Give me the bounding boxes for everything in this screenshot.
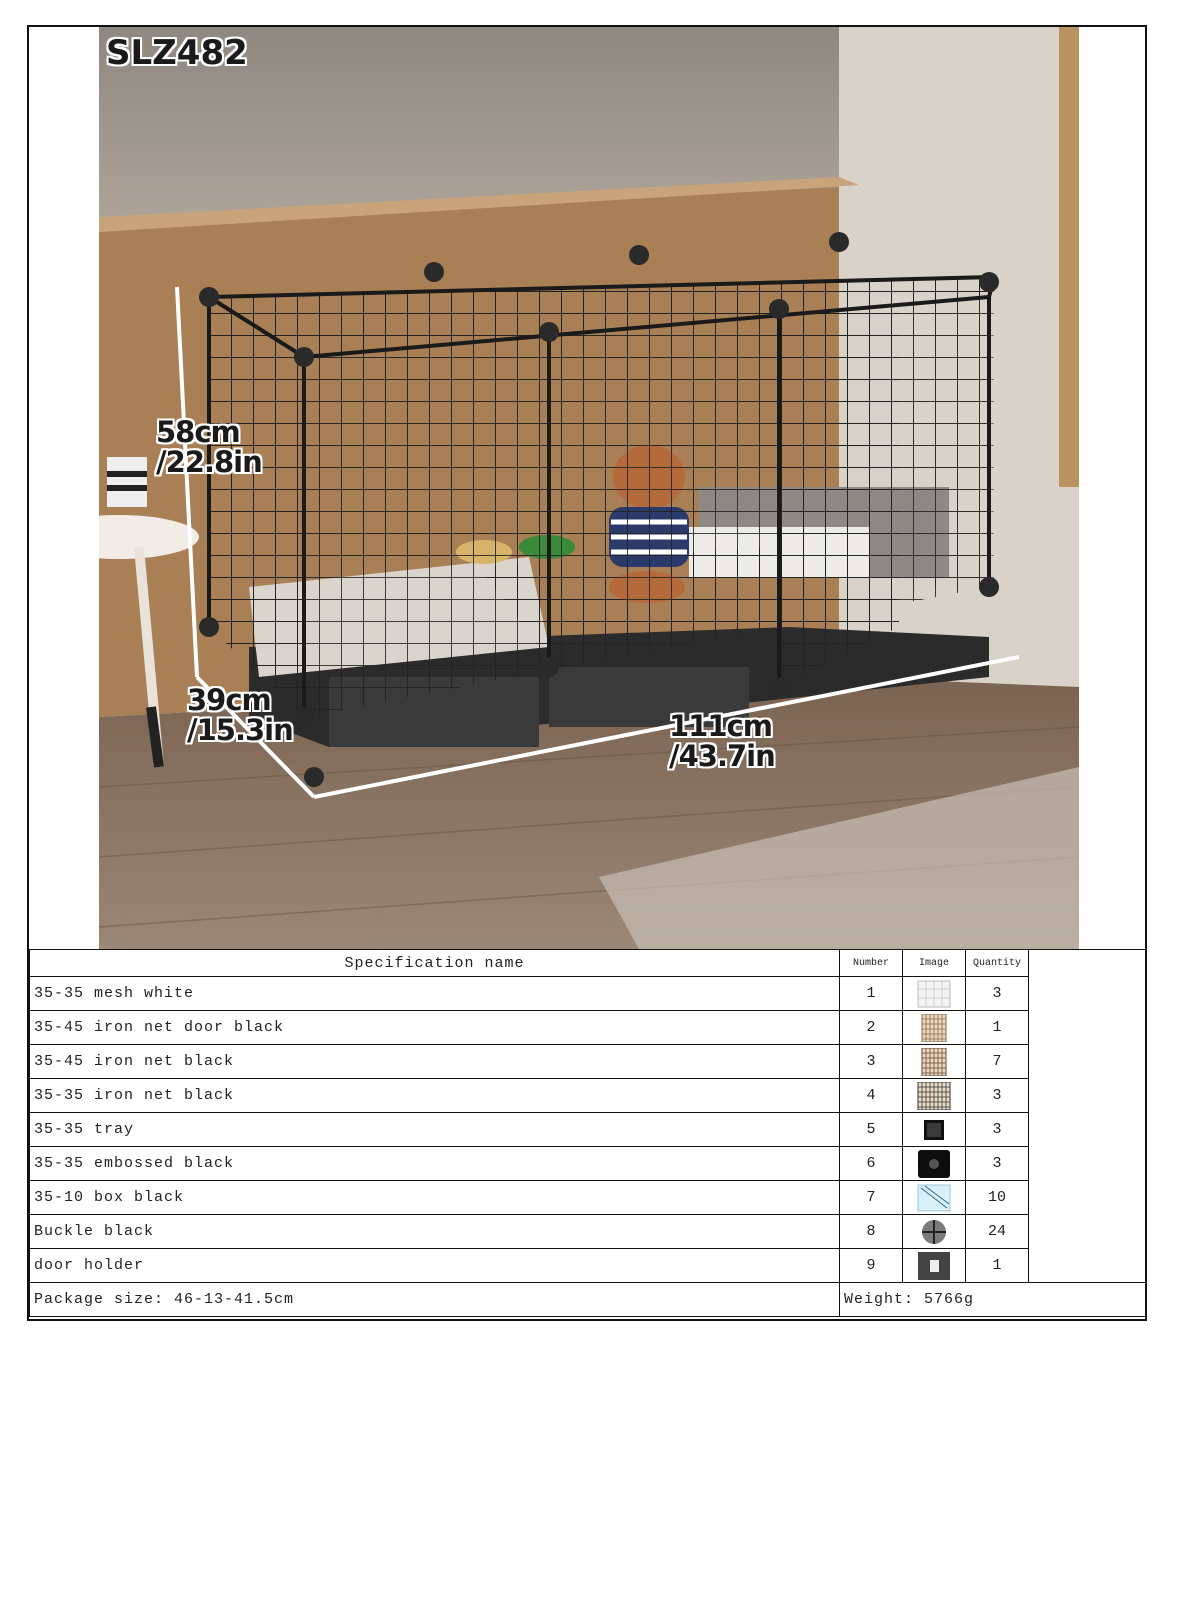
item-number: 6 [840,1147,903,1181]
item-quantity: 3 [966,1079,1029,1113]
spec-name: 35-35 embossed black [30,1147,840,1181]
blank-cell [1029,1045,1146,1079]
table-row [30,1181,1146,1215]
item-number: 1 [840,977,903,1011]
item-number: 7 [840,1181,903,1215]
table-row [30,1113,1146,1147]
item-number: 8 [840,1215,903,1249]
table-row [30,1215,1146,1249]
spec-name: 35-35 tray [30,1113,840,1147]
spec-name: 35-35 iron net black [30,1079,840,1113]
depth-in: /15.3in [187,713,293,747]
item-quantity: 7 [966,1045,1029,1079]
item-quantity: 1 [966,1011,1029,1045]
width-in: /43.7in [669,739,775,773]
product-photo [99,27,1079,949]
spec-name: door holder [30,1249,840,1283]
item-quantity: 24 [966,1215,1029,1249]
square-net-panel-icon [903,1079,966,1113]
item-number: 9 [840,1249,903,1283]
door-holder-icon [903,1249,966,1283]
blank-cell [1029,1079,1146,1113]
item-quantity: 1 [966,1249,1029,1283]
iron-net-panel-icon [903,1045,966,1079]
item-quantity: 10 [966,1181,1029,1215]
table-row [30,1011,1146,1045]
width-dimension [669,711,775,771]
spec-name: 35-35 mesh white [30,977,840,1011]
header-image: Image [903,950,966,977]
blank-cell [1029,977,1146,1011]
blank-cell [1029,1249,1146,1283]
model-code: SLZ482 [106,33,248,73]
blank-cell [1029,1011,1146,1045]
width-cm: 111cm [669,709,772,743]
spec-table [29,949,1146,1317]
blank-cell [1029,1113,1146,1147]
table-row [30,1147,1146,1181]
blank-cell [1029,1147,1146,1181]
item-quantity: 3 [966,977,1029,1011]
height-cm: 58cm [156,415,240,449]
table-row [30,1079,1146,1113]
item-number: 5 [840,1113,903,1147]
blank-cell [1029,1215,1146,1249]
spec-name: 35-10 box black [30,1181,840,1215]
header-number: Number [840,950,903,977]
spec-name: Buckle black [30,1215,840,1249]
spec-name: 35-45 iron net door black [30,1011,840,1045]
table-row [30,1045,1146,1079]
header-blank [1029,950,1146,977]
embossed-panel-icon [903,1147,966,1181]
header-spec-name: Specification name [30,950,840,977]
header-quantity: Quantity [966,950,1029,977]
height-in: /22.8in [156,445,262,479]
table-header-row [30,950,1146,977]
spec-sheet [27,25,1147,1321]
item-number: 4 [840,1079,903,1113]
package-size: Package size: 46-13-41.5cm [30,1283,840,1317]
depth-dimension [187,685,293,745]
height-dimension [156,417,262,477]
item-number: 3 [840,1045,903,1079]
spec-name: 35-45 iron net black [30,1045,840,1079]
item-number: 2 [840,1011,903,1045]
table-row [30,1249,1146,1283]
white-mesh-panel-icon [903,977,966,1011]
net-door-panel-icon [903,1011,966,1045]
cage-illustration [99,27,1079,949]
blank-cell [1029,1181,1146,1215]
depth-cm: 39cm [187,683,271,717]
table-row [30,977,1146,1011]
tray-icon [903,1113,966,1147]
item-quantity: 3 [966,1113,1029,1147]
table-footer-row [30,1283,1146,1317]
spec-table-body [30,977,1146,1283]
weight: Weight: 5766g [840,1283,1146,1317]
buckle-icon [903,1215,966,1249]
item-quantity: 3 [966,1147,1029,1181]
box-icon [903,1181,966,1215]
